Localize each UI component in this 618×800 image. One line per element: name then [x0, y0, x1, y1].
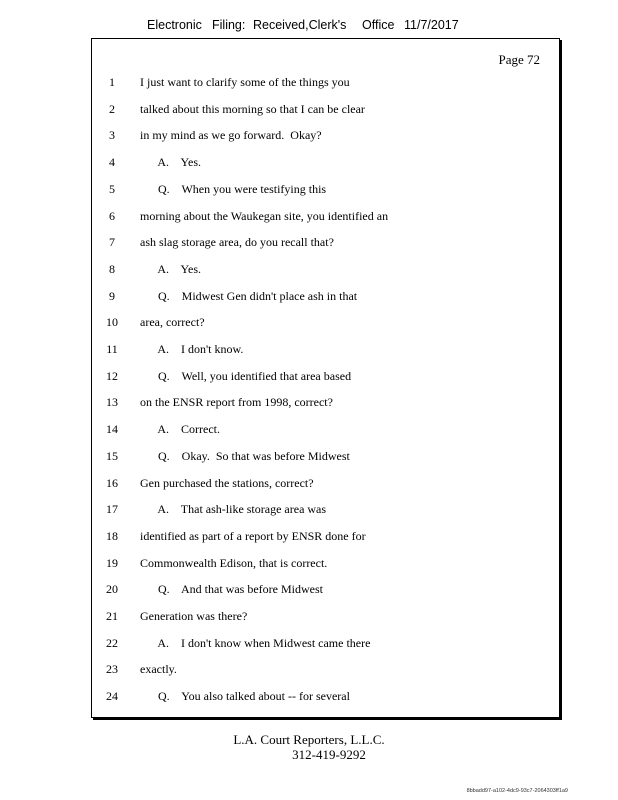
line-text: A. That ash-like storage area was: [140, 502, 327, 517]
line-number: 4: [109, 155, 115, 170]
line-text: Q. Well, you identified that area based: [140, 368, 352, 383]
line-number: 24: [106, 689, 118, 704]
transcript-line: [92, 235, 559, 255]
line-number: 22: [106, 635, 118, 650]
line-text: Generation was there?: [140, 609, 248, 623]
transcript-line: [92, 102, 559, 122]
line-text: I just want to clarify some of the things you: [140, 75, 350, 89]
transcript-line: [92, 502, 559, 522]
transcript-line: [92, 289, 559, 309]
line-text: Q. And that was before Midwest: [140, 582, 323, 597]
transcript-line: [92, 315, 559, 335]
line-text: on the ENSR report from 1998, correct?: [140, 395, 333, 410]
line-text: A. Yes.: [140, 155, 202, 170]
line-number: 14: [106, 422, 118, 437]
line-number: 19: [106, 555, 118, 570]
transcript-line: [92, 529, 559, 549]
line-number: 10: [106, 315, 118, 330]
line-number: 6: [109, 208, 115, 223]
filing-stamp: [0, 18, 618, 38]
filing-word: Office: [362, 18, 395, 32]
line-number: 1: [109, 75, 115, 89]
line-number: 15: [106, 448, 118, 463]
transcript-line: [92, 209, 559, 229]
line-number: 2: [109, 101, 115, 116]
line-text: A. I don't know when Midwest came there: [140, 635, 371, 650]
line-text: talked about this morning so that I can be clear: [140, 101, 365, 116]
line-number: 11: [106, 342, 118, 356]
line-number: 17: [106, 502, 118, 517]
transcript-line: [92, 182, 559, 202]
line-number: 12: [106, 368, 118, 383]
transcript-line: [92, 369, 559, 389]
transcript-line: [92, 342, 559, 362]
line-text: Q. You also talked about -- for several: [140, 689, 350, 704]
line-text: identified as part of a report by ENSR done for: [140, 528, 366, 543]
filing-word: Received,Clerk's: [253, 18, 347, 32]
transcript-line: [92, 395, 559, 415]
line-number: 20: [106, 582, 118, 597]
line-text: Q. When you were testifying this: [140, 181, 327, 196]
transcript-line: [92, 689, 559, 709]
line-text: morning about the Waukegan site, you identified an: [140, 208, 389, 223]
line-number: 16: [106, 475, 118, 490]
transcript-line: [92, 556, 559, 576]
transcript-page: [91, 38, 560, 718]
line-text: in my mind as we go forward. Okay?: [140, 128, 322, 143]
line-number: 5: [109, 181, 115, 196]
page-footer: [0, 732, 618, 762]
line-text: ash slag storage area, do you recall that?: [140, 235, 334, 250]
line-number: 9: [109, 288, 115, 303]
line-text: A. Correct.: [140, 422, 220, 437]
transcript-line: [92, 609, 559, 629]
filing-word: Filing:: [212, 18, 246, 32]
line-text: A. Yes.: [140, 261, 202, 276]
transcript-line: [92, 155, 559, 175]
line-number: 23: [106, 662, 118, 677]
line-text: Gen purchased the stations, correct?: [140, 475, 314, 490]
transcript-line: [92, 662, 559, 682]
line-text: Commonwealth Edison, that is correct.: [140, 555, 328, 570]
line-number: 21: [106, 609, 118, 623]
line-text: Q. Midwest Gen didn't place ash in that: [140, 288, 358, 303]
line-number: 13: [106, 395, 118, 410]
transcript-line: [92, 128, 559, 148]
line-number: 8: [109, 261, 115, 276]
document-id: 8bbadd97-a102-4dc9-93c7-2064303ff1a9: [466, 788, 568, 794]
reporter-phone: 312-419-9292: [292, 747, 366, 762]
transcript-line: [92, 75, 559, 95]
line-number: 7: [109, 235, 115, 250]
page-number: Page 72: [498, 52, 540, 67]
line-text: Q. Okay. So that was before Midwest: [140, 448, 350, 463]
transcript-line: [92, 422, 559, 442]
filing-word: Electronic: [147, 18, 202, 32]
transcript-line: [92, 262, 559, 282]
line-text: A. I don't know.: [140, 342, 244, 356]
filing-word: 11/7/2017: [404, 18, 459, 32]
transcript-line: [92, 636, 559, 656]
line-number: 18: [106, 528, 118, 543]
line-text: area, correct?: [140, 315, 205, 330]
transcript-line: [92, 582, 559, 602]
transcript-line: [92, 476, 559, 496]
line-number: 3: [109, 128, 115, 143]
transcript-line: [92, 449, 559, 469]
reporter-name: L.A. Court Reporters, L.L.C.: [233, 732, 385, 747]
line-text: exactly.: [140, 662, 177, 677]
